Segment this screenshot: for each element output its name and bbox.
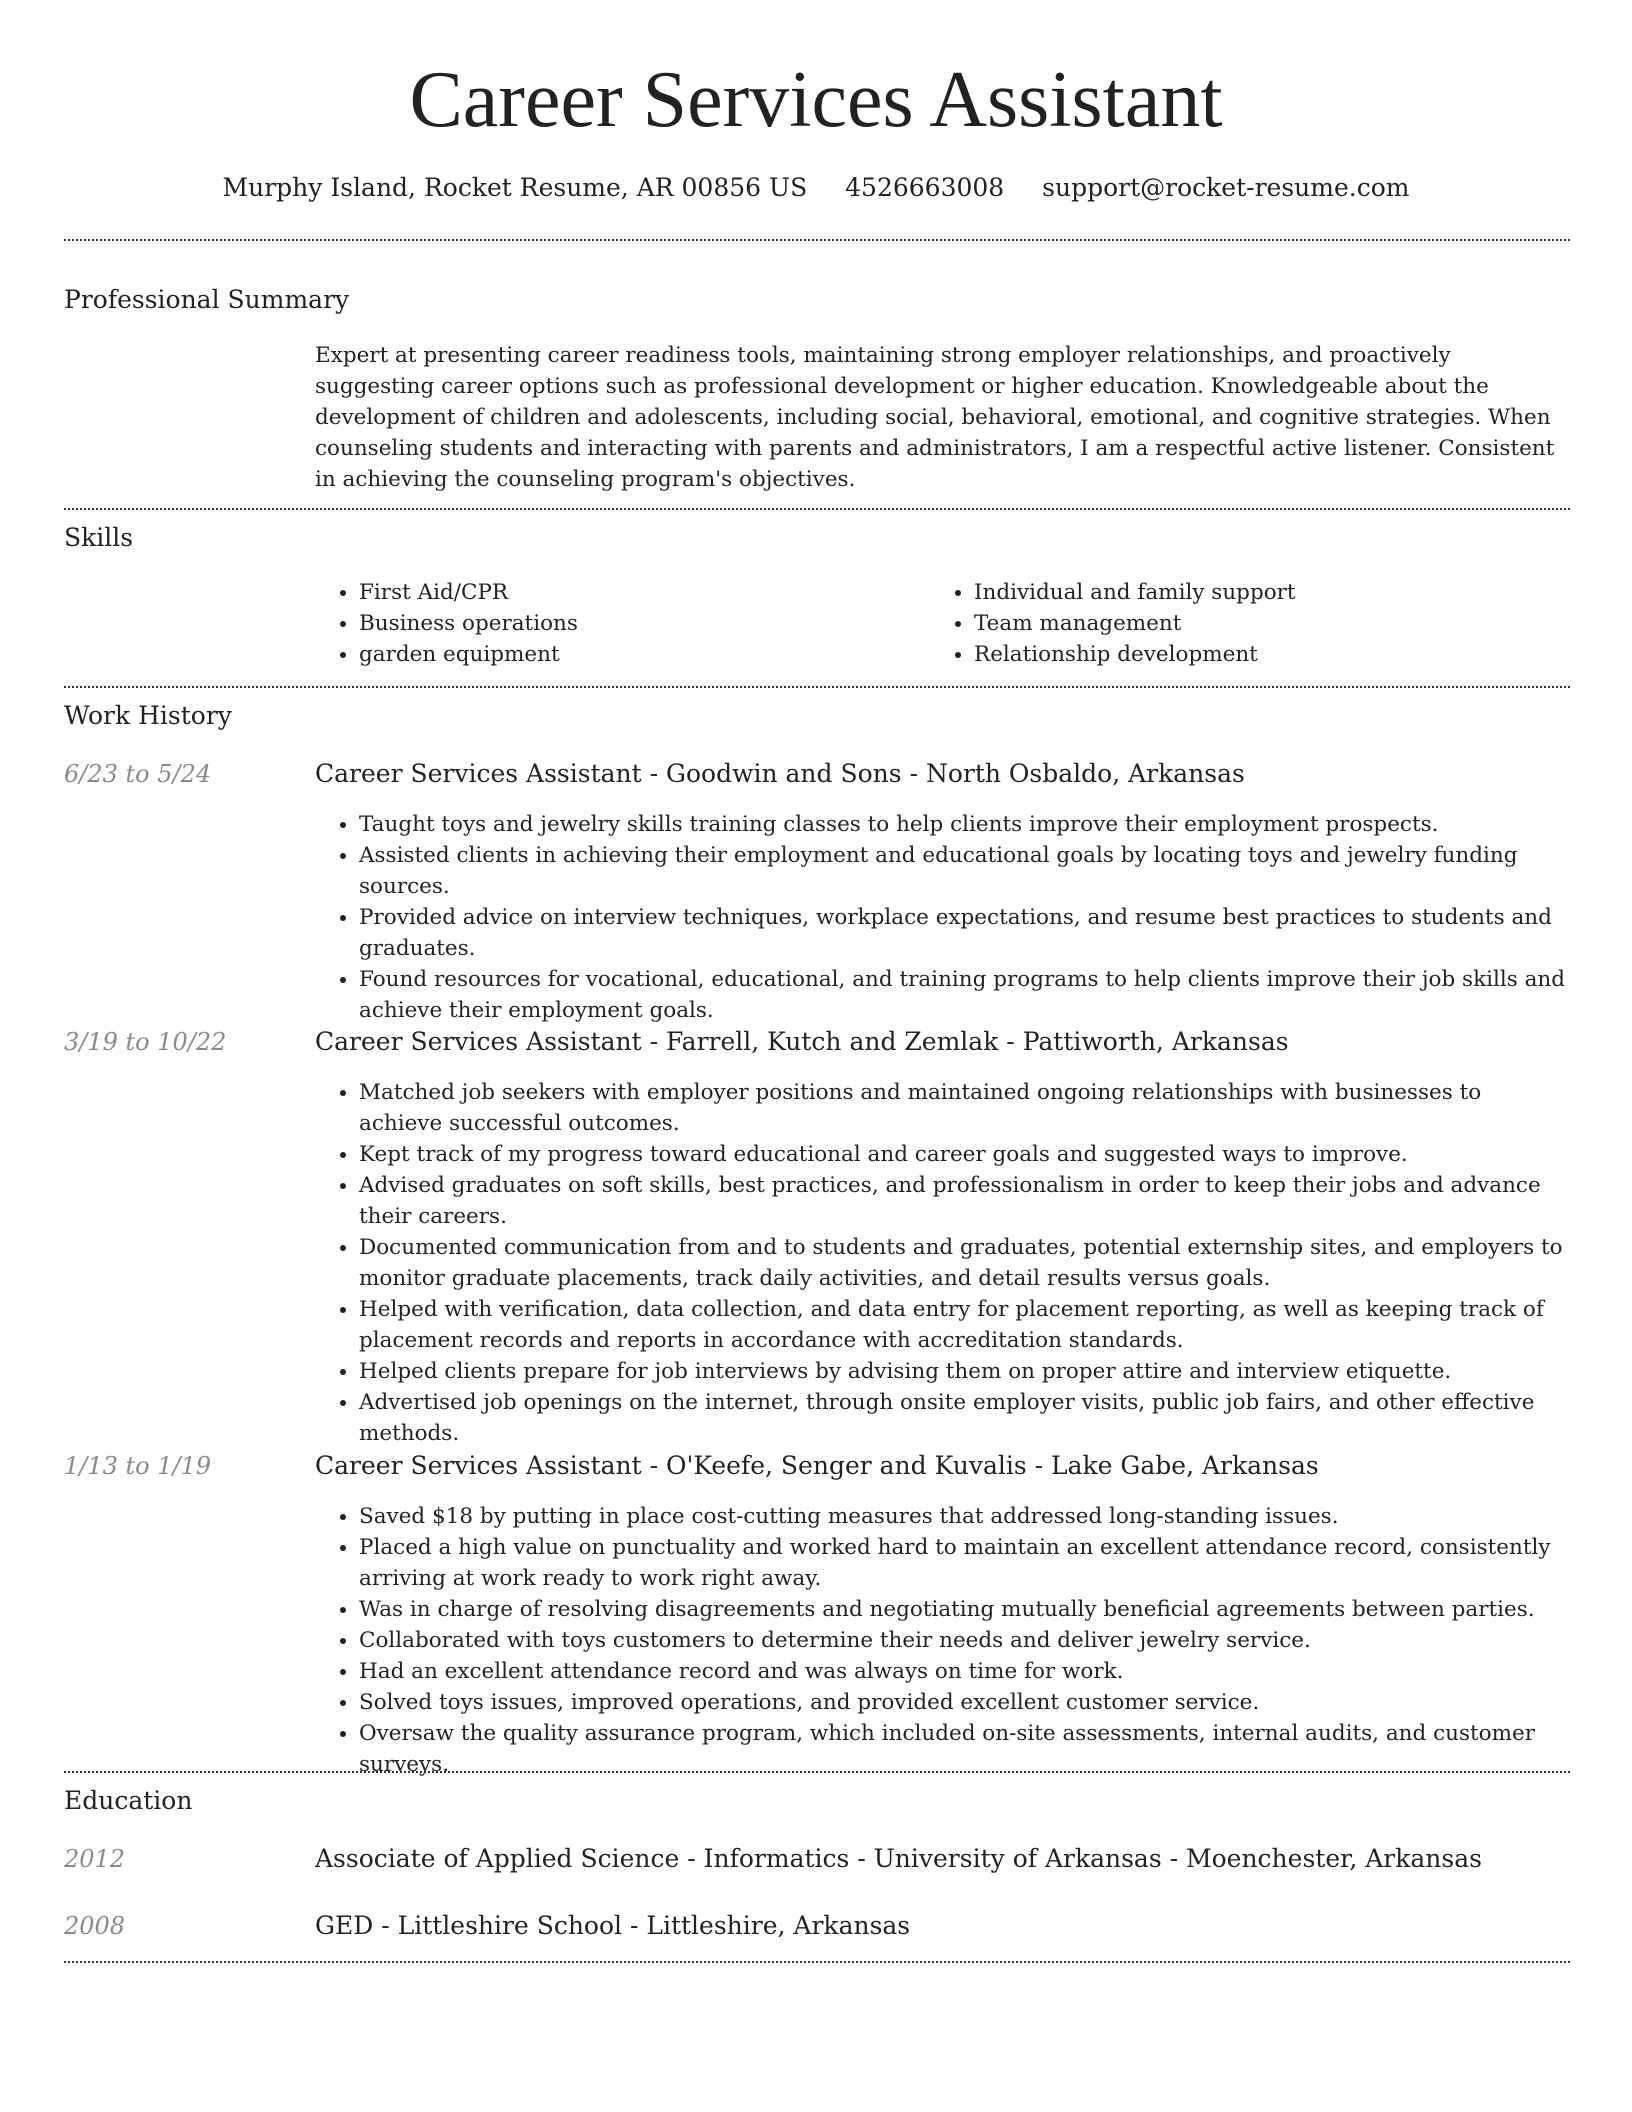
skill-item: • garden equipment [359,639,915,670]
job-bullet: • Helped with verification, data collection, and data entry for placement reporting, as well as keeping track of placement records and reports in accordance with accreditation standards. [359,1294,1570,1356]
job-bullet: • Kept track of my progress toward educational and career goals and suggested ways to improve. [359,1139,1570,1170]
job-title: Career Services Assistant - O'Keefe, Senger and Kuvalis - Lake Gabe, Arkansas [315,1451,1319,1480]
job-bullet: • Helped clients prepare for job interviews by advising them on proper attire and interview etiquette. [359,1356,1570,1387]
job-bullet: • Solved toys issues, improved operations, and provided excellent customer service. [359,1687,1570,1718]
job-bullets [315,1077,1570,1449]
contact-phone: 4526663008 [845,173,1005,202]
job-dates: 3/19 to 10/22 [64,1028,227,1056]
skill-item: • Individual and family support [974,577,1530,608]
job-dates: 6/23 to 5/24 [64,760,212,788]
section-divider [64,1771,1570,1773]
contact-address: Murphy Island, Rocket Resume, AR 00856 US [222,173,808,202]
work-heading: Work History [64,701,232,730]
job-bullet: • Collaborated with toys customers to determine their needs and deliver jewelry service. [359,1625,1570,1656]
skill-item: • Team management [974,608,1530,639]
contact-line [0,172,1632,204]
summary-heading: Professional Summary [64,285,350,314]
skills-list-left [315,577,915,670]
job-bullet: • Oversaw the quality assurance program, which included on-site assessments, internal audits, and customer surveys. [359,1718,1570,1780]
job-dates: 1/13 to 1/19 [64,1452,212,1480]
section-divider [64,686,1570,688]
job-bullet: • Provided advice on interview techniques, workplace expectations, and resume best practices to students and graduates. [359,902,1570,964]
job-bullets [315,1501,1570,1780]
job-bullet: • Assisted clients in achieving their employment and educational goals by locating toys and jewelry funding sources. [359,840,1570,902]
skill-item: • Business operations [359,608,915,639]
job-title: Career Services Assistant - Goodwin and Sons - North Osbaldo, Arkansas [315,759,1245,788]
education-entry: GED - Littleshire School - Littleshire, Arkansas [315,1911,911,1940]
job-bullet: • Placed a high value on punctuality and worked hard to maintain an excellent attendance record, consistently arriving at work ready to work right away. [359,1532,1570,1594]
section-divider [64,1961,1570,1963]
job-title: Career Services Assistant - Farrell, Kutch and Zemlak - Pattiworth, Arkansas [315,1027,1289,1056]
job-bullet: • Advised graduates on soft skills, best practices, and professionalism in order to keep their jobs and advance their careers. [359,1170,1570,1232]
resume-name: Career Services Assistant [409,56,1223,144]
skills-heading: Skills [64,523,134,552]
section-divider [64,508,1570,510]
education-heading: Education [64,1786,193,1815]
section-divider [64,239,1570,241]
summary-text: Expert at presenting career readiness tools, maintaining strong employer relationships, and proactively suggesting career options such as professional development or higher education. Knowledgeable about the development of children and adolescents, including social, behavioral, emotional, and cognitive strategies. When counseling students and interacting with parents and administrators, I am a respectful active listener. Consistent in achieving the counseling program's objectives. [315,343,1555,492]
job-bullet: • Had an excellent attendance record and was always on time for work. [359,1656,1570,1687]
job-bullet: • Documented communication from and to students and graduates, potential externship sites, and employers to monitor graduate placements, track daily activities, and detail results versus goals. [359,1232,1570,1294]
job-bullet: • Matched job seekers with employer positions and maintained ongoing relationships with businesses to achieve successful outcomes. [359,1077,1570,1139]
job-bullets [315,809,1570,1026]
skill-item: • First Aid/CPR [359,577,915,608]
skills-list-right [930,577,1530,670]
job-bullet: • Found resources for vocational, educational, and training programs to help clients improve their job skills and achieve their employment goals. [359,964,1570,1026]
contact-email: support@rocket-resume.com [1042,173,1410,202]
skill-item: • Relationship development [974,639,1530,670]
education-year: 2012 [64,1845,126,1873]
job-bullet: • Was in charge of resolving disagreements and negotiating mutually beneficial agreements between parties. [359,1594,1570,1625]
education-year: 2008 [64,1912,126,1940]
job-bullet: • Taught toys and jewelry skills training classes to help clients improve their employment prospects. [359,809,1570,840]
education-entry: Associate of Applied Science - Informatics - University of Arkansas - Moenchester, Arkansas [315,1844,1482,1873]
job-bullet: • Saved $18 by putting in place cost-cutting measures that addressed long-standing issues. [359,1501,1570,1532]
job-bullet: • Advertised job openings on the internet, through onsite employer visits, public job fairs, and other effective methods. [359,1387,1570,1449]
